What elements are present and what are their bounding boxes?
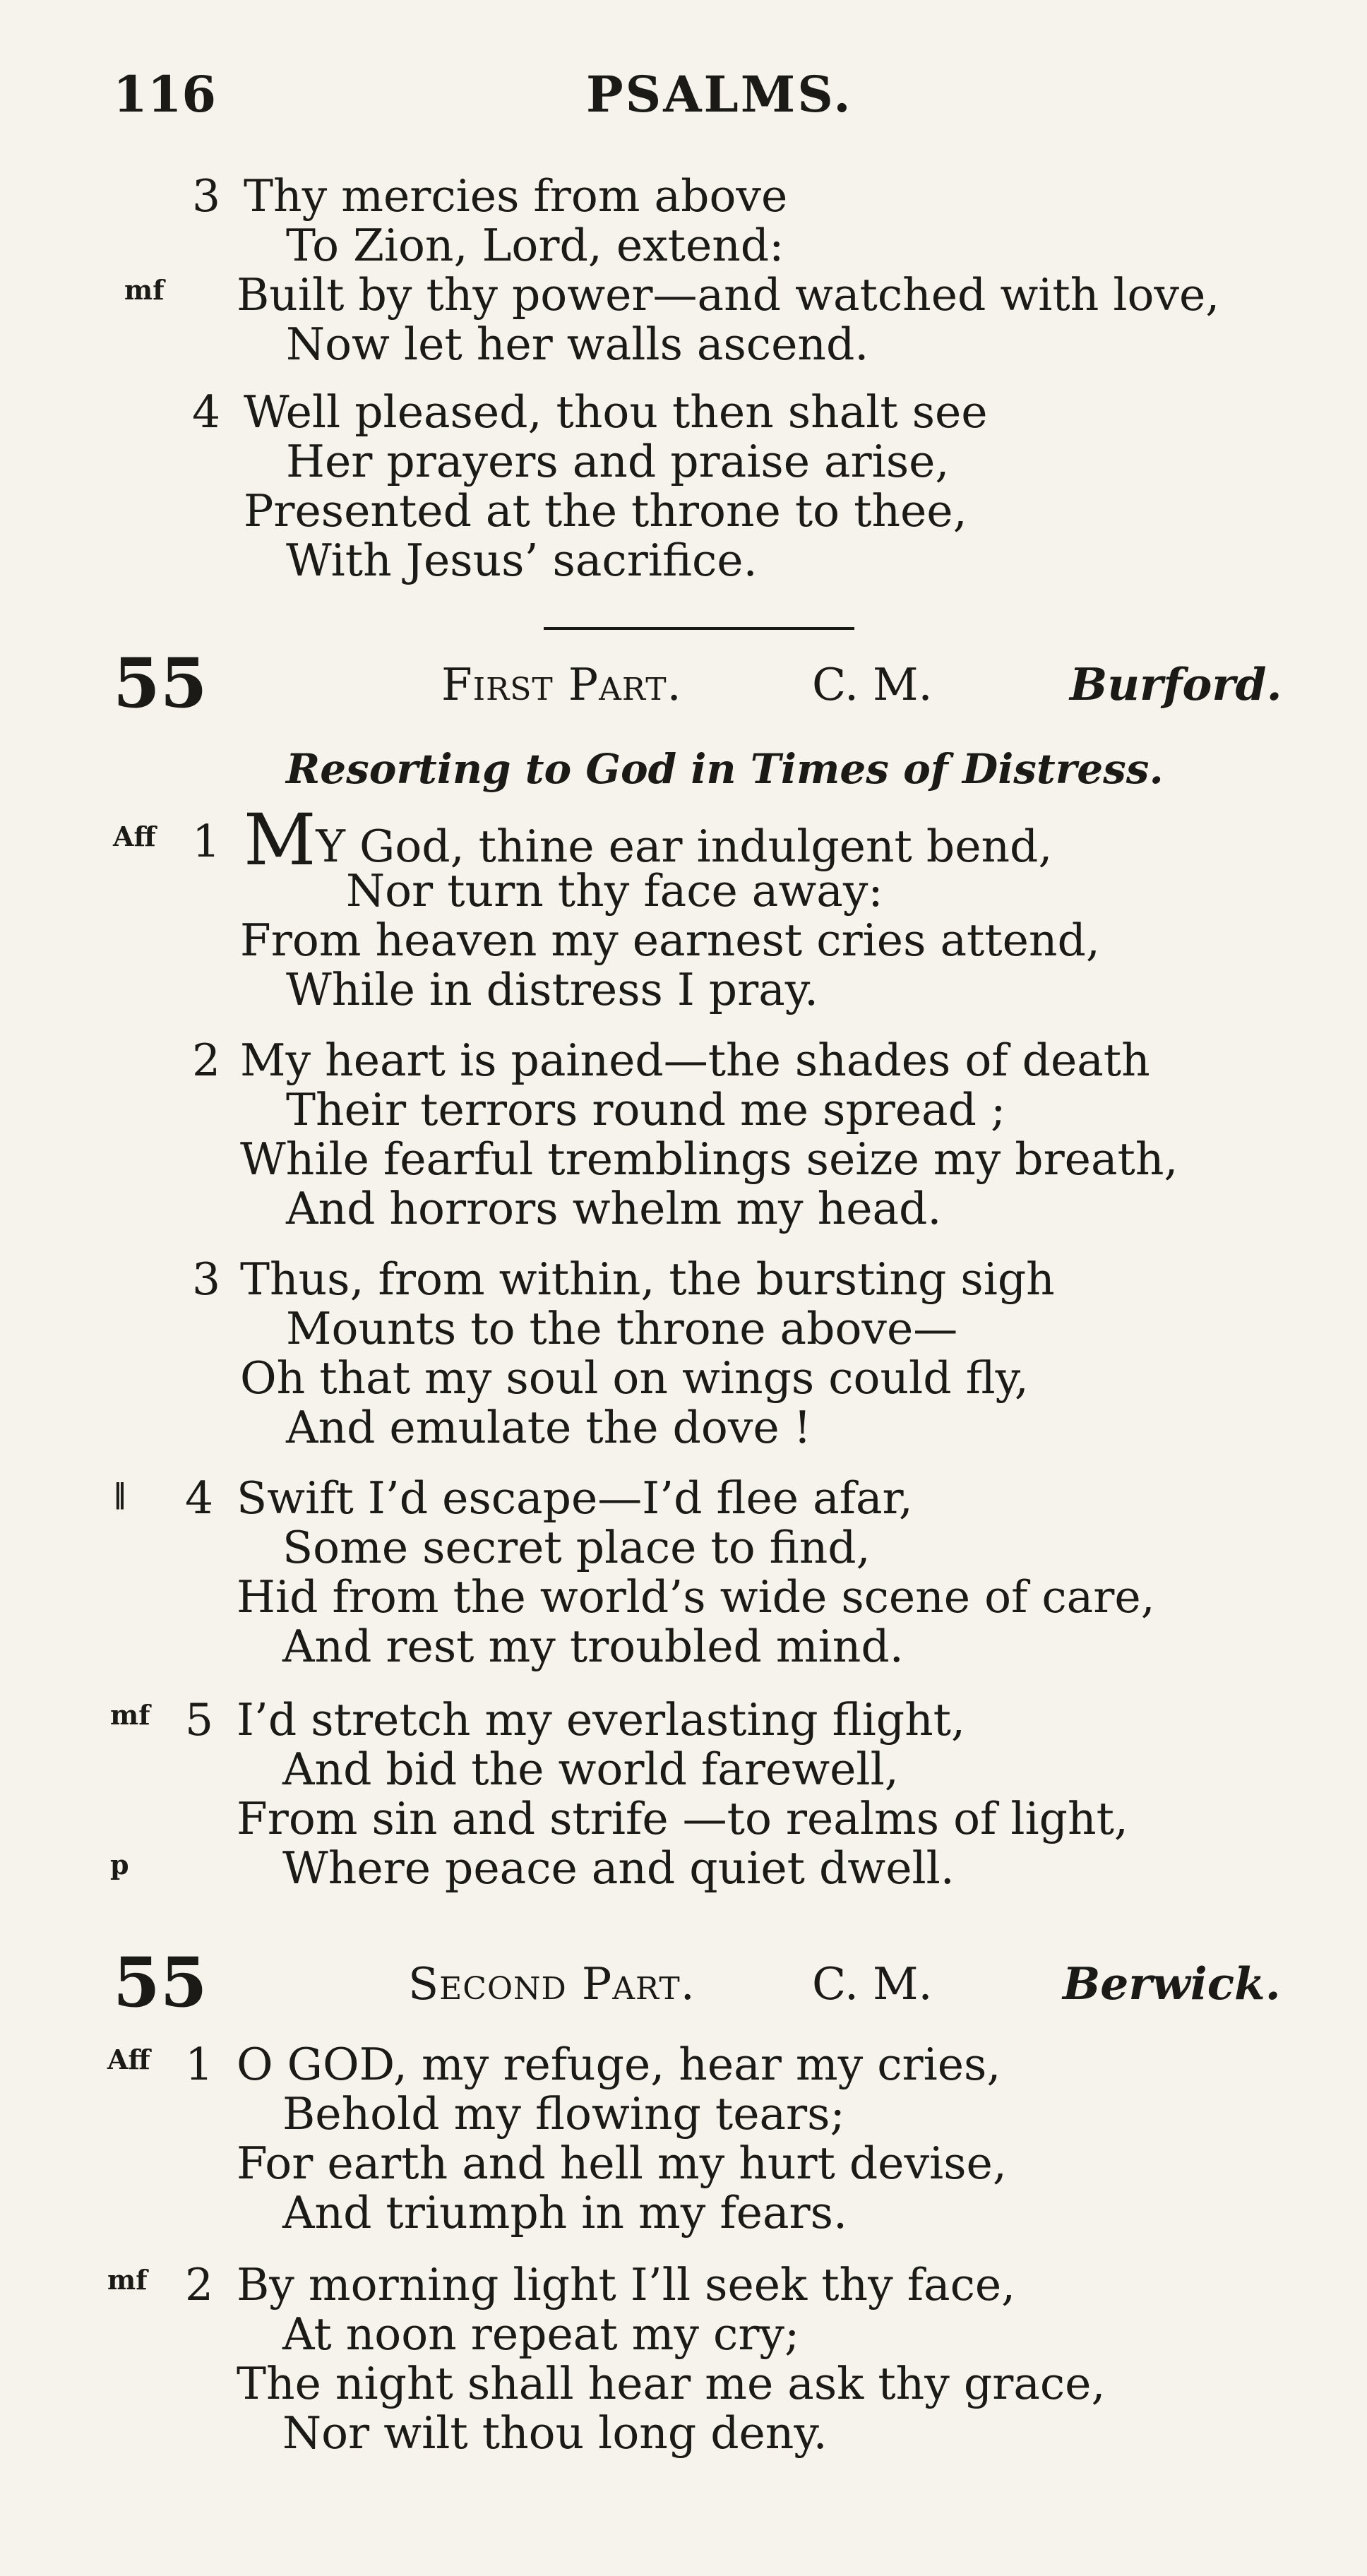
dynamic-mark: mf bbox=[124, 274, 165, 306]
verse-line: O GOD, my refuge, hear my cries, bbox=[237, 2039, 1001, 2090]
stanza-number: 4 bbox=[192, 386, 221, 438]
stanza-number: 4 bbox=[185, 1472, 214, 1524]
verse-line: Swift I’d escape—I’d flee afar, bbox=[237, 1472, 913, 1524]
verse-line: Hid from the world’s wide scene of care, bbox=[237, 1571, 1155, 1623]
verse-line: And triumph in my fears. bbox=[282, 2187, 847, 2238]
verse-line: Nor turn thy face away: bbox=[346, 865, 883, 917]
verse-line: For earth and hell my hurt devise, bbox=[237, 2137, 1007, 2189]
meter: C. M. bbox=[812, 659, 933, 710]
verse-line: Behold my flowing tears; bbox=[282, 2088, 845, 2140]
dynamic-mark: Aff bbox=[113, 821, 156, 852]
verse-line bbox=[244, 799, 1053, 881]
verse-line: With Jesus’ sacrifice. bbox=[286, 535, 758, 586]
psalm-subtitle: Resorting to God in Times of Distress. bbox=[286, 745, 1164, 793]
running-title: PSALMS. bbox=[586, 65, 853, 124]
verse-line: Where peace and quiet dwell. bbox=[282, 1842, 955, 1894]
verse-line: Mounts to the throne above— bbox=[286, 1303, 958, 1354]
verse-line: To Zion, Lord, extend: bbox=[286, 220, 784, 271]
part-heading: First Part. bbox=[441, 659, 682, 710]
verse-text: Y God, thine ear indulgent bend, bbox=[316, 821, 1053, 872]
verse-line: Some secret place to find, bbox=[282, 1522, 871, 1573]
verse-line: Nor wilt thou long deny. bbox=[282, 2407, 828, 2459]
stanza-number: 5 bbox=[185, 1694, 214, 1746]
meter: C. M. bbox=[812, 1958, 933, 2010]
page-header bbox=[106, 65, 1271, 129]
verse-line: Well pleased, thou then shalt see bbox=[244, 386, 988, 438]
dynamic-mark: p bbox=[110, 1849, 129, 1880]
verse-line: Oh that my soul on wings could fly, bbox=[240, 1352, 1029, 1404]
stanza-number: 1 bbox=[185, 2039, 214, 2090]
stanza-number: 1 bbox=[192, 816, 221, 867]
verse-line: And rest my troubled mind. bbox=[282, 1621, 904, 1672]
verse-line: While in distress I pray. bbox=[286, 964, 819, 1015]
verse-line: Built by thy power—and watched with love, bbox=[237, 269, 1220, 321]
stanza-number: 2 bbox=[185, 2259, 214, 2310]
verse-line: And bid the world farewell, bbox=[282, 1743, 899, 1795]
tune-name: Burford. bbox=[1070, 658, 1282, 710]
psalm-number: 55 bbox=[113, 1943, 208, 2022]
verse-line: Thy mercies from above bbox=[244, 170, 788, 222]
verse-line: Now let her walls ascend. bbox=[286, 318, 869, 370]
verse-line: From heaven my earnest cries attend, bbox=[240, 914, 1100, 966]
tune-name: Berwick. bbox=[1063, 1957, 1281, 2010]
dynamic-mark: Aff bbox=[107, 2044, 150, 2075]
verse-line: From sin and strife —to realms of light, bbox=[237, 1793, 1128, 1844]
part-heading: Second Part. bbox=[408, 1958, 696, 2010]
dynamic-mark: ‖ bbox=[113, 1477, 126, 1509]
verse-line: And emulate the dove ! bbox=[286, 1402, 812, 1453]
verse-line: And horrors whelm my head. bbox=[286, 1183, 942, 1234]
verse-line: By morning light I’ll seek thy face, bbox=[237, 2259, 1016, 2310]
verse-line: Thus, from within, the bursting sigh bbox=[240, 1253, 1055, 1305]
drop-cap: M bbox=[244, 799, 316, 881]
section-divider bbox=[544, 627, 854, 630]
verse-line: While fearful tremblings seize my breath, bbox=[240, 1133, 1178, 1185]
stanza-number: 3 bbox=[192, 170, 221, 222]
verse-line: I’d stretch my everlasting flight, bbox=[237, 1694, 965, 1746]
verse-line: At noon repeat my cry; bbox=[282, 2308, 800, 2360]
verse-line: Their terrors round me spread ; bbox=[286, 1084, 1006, 1135]
stanza-number: 2 bbox=[192, 1034, 221, 1086]
verse-line: My heart is pained—the shades of death bbox=[240, 1034, 1150, 1086]
verse-line: Presented at the throne to thee, bbox=[244, 485, 967, 537]
psalm-number: 55 bbox=[113, 643, 208, 723]
verse-line: Her prayers and praise arise, bbox=[286, 436, 950, 487]
verse-line: The night shall hear me ask thy grace, bbox=[237, 2358, 1106, 2409]
dynamic-mark: mf bbox=[110, 1699, 150, 1731]
dynamic-mark: mf bbox=[107, 2264, 148, 2296]
stanza-number: 3 bbox=[192, 1253, 221, 1305]
page-number: 116 bbox=[113, 65, 217, 124]
